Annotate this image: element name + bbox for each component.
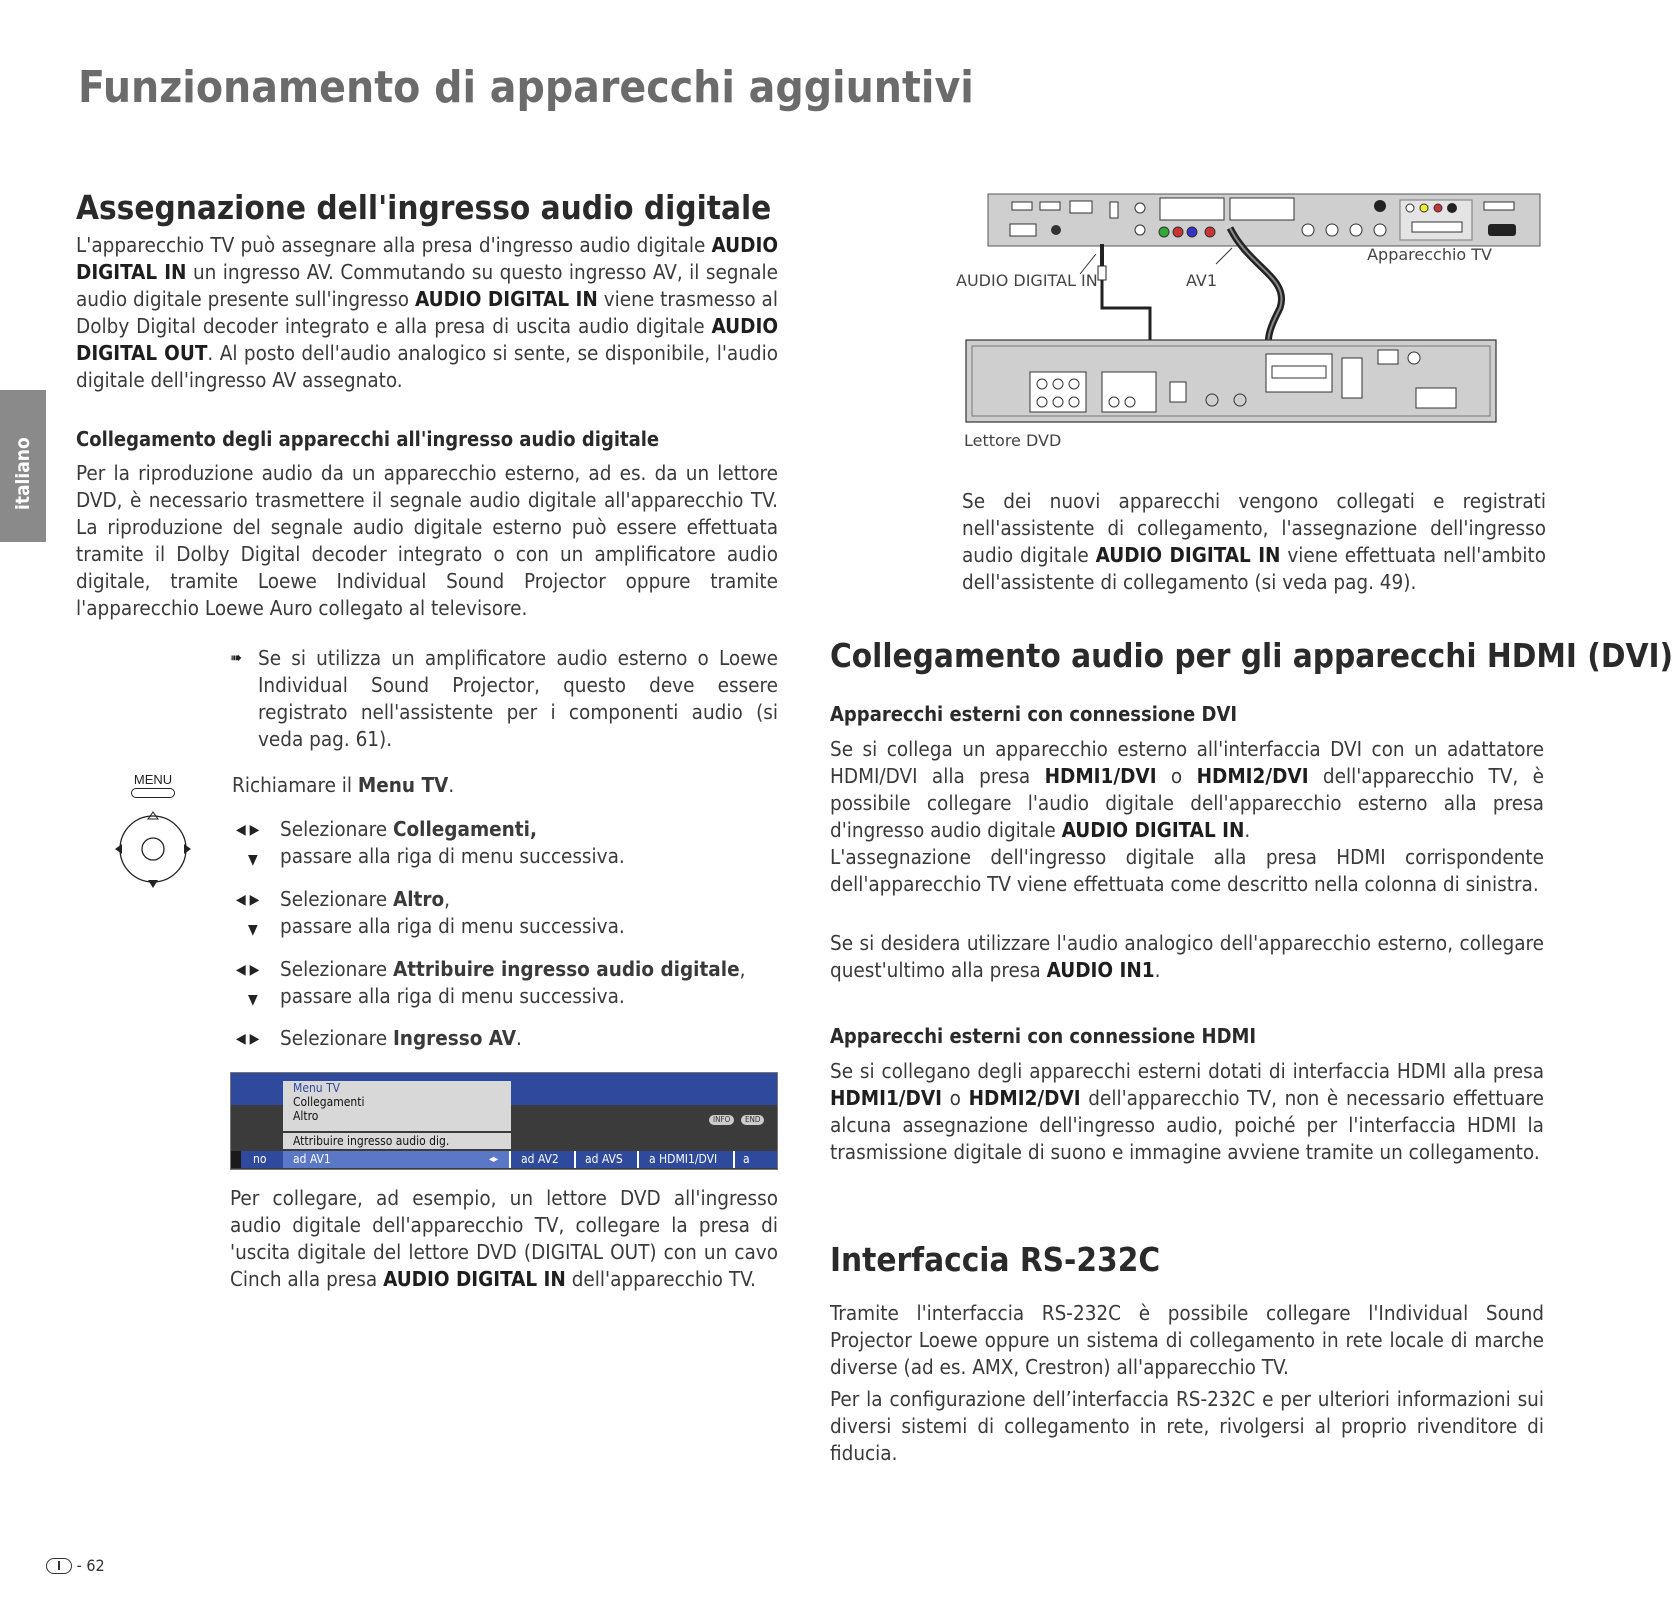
step-4: Selezionare Ingresso AV. (280, 1026, 522, 1050)
hdmi-paragraph: Se si collegano degli apparecchi esterni dotati di interfaccia HDMI alla presa HDMI1/DVI o HDMI2/DVI dell'apparecchio TV, non è necessario effettuare alcuna assegnazione dell'ingresso audio, poiché per l'interfaccia HDMI la trasmissione digitale di suono e immagine avviene tramite un collegamento. (830, 1059, 1544, 1164)
section-heading-digital-audio: Assegnazione dell'ingresso audio digitale (76, 188, 772, 227)
subheading-hdmi: Apparecchi esterni con connessione HDMI (830, 1024, 1257, 1048)
av1-label: AV1 (1186, 271, 1218, 290)
page-title: Funzionamento di apparecchi aggiuntivi (78, 62, 974, 113)
osd-option: ad AVS (585, 1152, 623, 1166)
left-right-arrows-icon: ◀ ▶ (236, 822, 260, 838)
audio-digital-in-label: AUDIO DIGITAL IN (956, 271, 1098, 290)
page-footer (46, 1555, 105, 1575)
menu-button-icon: MENU (108, 772, 198, 798)
osd-end-badge: END (741, 1115, 764, 1125)
rs232-paragraph-2: Per la configurazione dell’interfaccia RS-232C e per ulteriori informazioni sui diversi sistemi di collegamento in rete, rivolgersi al proprio rivenditore di fiducia. (830, 1387, 1544, 1465)
down-arrow-icon: ▼ (248, 922, 258, 938)
osd-option: a HDM (743, 1152, 769, 1183)
osd-menu-title: Menu TV (293, 1081, 341, 1095)
step-3: Selezionare Attribuire ingresso audio digitale, (280, 957, 746, 981)
dvi-paragraph: Se si collega un apparecchio esterno all'interfaccia DVI con un adattatore HDMI/DVI alla presa HDMI1/DVI o HDMI2/DVI dell'apparecchio TV, è possibile collegare l'audio digitale dell'apparecchio esterno alla presa d'ingresso audio digitale AUDIO DIGITAL IN. L'assegnazione dell'ingresso digitale alla presa HDMI corrispondente dell'apparecchio TV viene effettuata come descritto nella colonna di sinistra. (830, 737, 1544, 896)
step-1: Selezionare Collegamenti, (280, 817, 537, 841)
section-heading-rs232: Interfaccia RS-232C (830, 1240, 1161, 1279)
osd-option: no (253, 1152, 267, 1166)
osd-menu-popup (283, 1081, 511, 1131)
page-number: - 62 (76, 1556, 105, 1575)
osd-option-row (231, 1151, 777, 1183)
dvd-connection-paragraph: Per collegare, ad esempio, un lettore DVD all'ingresso audio digitale dell'apparecchio TV, collegare la presa di 'uscita digitale del lettore DVD (DIGITAL OUT) con un cavo Cinch alla presa AUDIO DIGITAL IN dell'apparecchio TV. (230, 1186, 778, 1291)
assistant-paragraph: Se dei nuovi apparecchi vengono collegati e registrati nell'assistente di collegamento, l'assegnazione dell'ingresso audio digitale AUDIO DIGITAL IN viene effettuata nell'ambito dell'assistente di collegamento (si veda pag. 49). (962, 489, 1546, 594)
subheading-connection: Collegamento degli apparecchi all'ingresso audio digitale (76, 427, 660, 451)
osd-menu-item: Collegamenti (293, 1095, 365, 1109)
osd-menu-screenshot (230, 1072, 778, 1183)
rs232-paragraph-1: Tramite l'interfaccia RS-232C è possibile collegare l'Individual Sound Projector Loewe oppure un sistema di collegamento in rete locale di marche diverse (ad es. AMX, Crestron) all'apparecchio TV. (830, 1301, 1544, 1379)
left-right-arrows-icon: ◀ ▶ (236, 1031, 260, 1047)
left-right-arrows-icon: ◀ ▶ (236, 962, 260, 978)
step-1-next: passare alla riga di menu successiva. (280, 844, 625, 868)
osd-option: a HDMI1/DVI (649, 1152, 718, 1166)
down-arrow-icon: ▼ (248, 852, 258, 868)
step-2: Selezionare Altro, (280, 887, 450, 911)
note-paragraph: Se si utilizza un amplificatore audio esterno o Loewe Individual Sound Projector, questo deve essere registrato nell'assistente per i componenti audio (si veda pag. 61). (258, 646, 778, 751)
side-tab-label: italiano (12, 437, 34, 510)
step-2-next: passare alla riga di menu successiva. (280, 914, 625, 938)
down-arrow-icon: ▼ (248, 992, 258, 1008)
tv-label: Apparecchio TV (1367, 245, 1492, 264)
navigation-pad-icon (112, 808, 194, 890)
connection-diagram (956, 188, 1540, 478)
osd-info-badge: INFO (709, 1115, 734, 1125)
note-arrow-icon: ➠ (230, 648, 243, 667)
osd-select-arrows-icon: ◂▸ (489, 1154, 499, 1165)
dvd-player-label: Lettore DVD (964, 431, 1062, 450)
call-menu-step: Richiamare il Menu TV. (232, 773, 455, 797)
osd-menu-item: Altro (293, 1109, 319, 1123)
analog-audio-paragraph: Se si desidera utilizzare l'audio analogico dell'apparecchio esterno, collegare quest'ultimo alla presa AUDIO IN1. (830, 931, 1544, 982)
left-right-arrows-icon: ◀ ▶ (236, 892, 260, 908)
intro-paragraph: L'apparecchio TV può assegnare alla presa d'ingresso audio digitale AUDIO DIGITAL IN un ingresso AV. Commutando su questo ingresso AV, il segnale audio digitale presente sull'ingresso AUDIO DIGITAL IN viene trasmesso al Dolby Digital decoder integrato e alla presa di uscita audio digitale AUDIO DIGITAL OUT. Al posto dell'audio analogico si sente, se disponibile, l'audio digitale dell'ingresso AV assegnato. (76, 233, 779, 392)
osd-selected-item: Attribuire ingresso audio dig. (283, 1133, 511, 1149)
language-badge-icon: I (46, 1558, 72, 1574)
subheading-dvi: Apparecchi esterni con connessione DVI (830, 702, 1238, 726)
section-heading-hdmi: Collegamento audio per gli apparecchi HDMI (DVI) (830, 636, 1673, 675)
language-side-tab (0, 390, 46, 542)
osd-option: ad AV2 (521, 1152, 559, 1166)
osd-option-selected: ad AV1 (293, 1152, 331, 1166)
step-3-next: passare alla riga di menu successiva. (280, 984, 625, 1008)
connection-paragraph: Per la riproduzione audio da un apparecchio esterno, ad es. da un lettore DVD, è necessario trasmettere il segnale audio digitale all'apparecchio TV. La riproduzione del segnale audio digitale esterno può essere effettuata tramite il Dolby Digital decoder integrato o con un amplificatore audio digitale, tramite Loewe Individual Sound Projector oppure tramite l'apparecchio Loewe Auro collegato al televisore. (76, 461, 778, 620)
